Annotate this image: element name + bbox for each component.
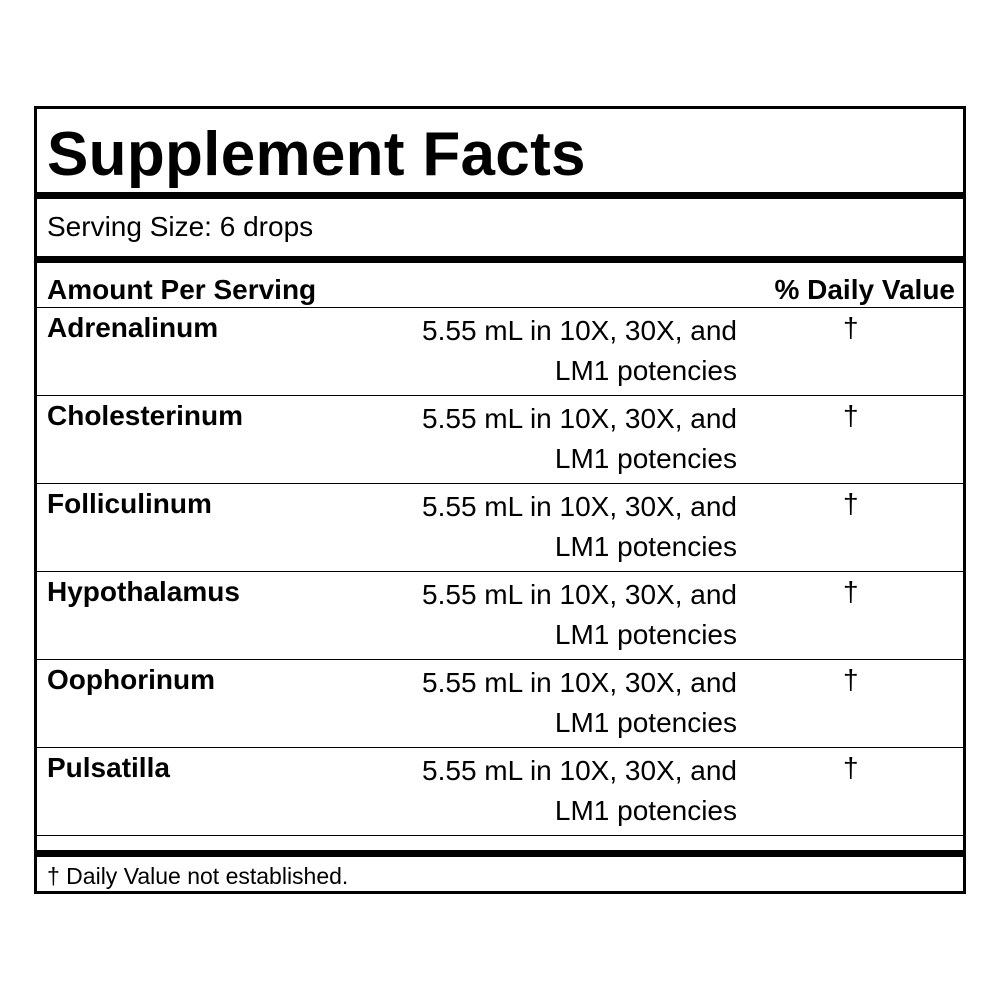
dagger-symbol: † bbox=[843, 664, 859, 695]
ingredient-row bbox=[37, 308, 963, 396]
thick-divider bbox=[37, 850, 963, 857]
thin-divider bbox=[37, 835, 963, 836]
amount-line: LM1 potencies bbox=[554, 795, 737, 826]
ingredient-amount bbox=[357, 575, 737, 655]
amount-line: LM1 potencies bbox=[554, 619, 737, 650]
ingredient-amount bbox=[357, 487, 737, 567]
amount-line: LM1 potencies bbox=[554, 355, 737, 386]
ingredient-row bbox=[37, 484, 963, 572]
ingredient-row bbox=[37, 660, 963, 748]
ingredient-amount bbox=[357, 399, 737, 479]
serving-size: Serving Size: 6 drops bbox=[47, 211, 314, 242]
supplement-facts-panel bbox=[34, 106, 966, 894]
footnote: † Daily Value not established. bbox=[47, 863, 349, 889]
amount-line: 5.55 mL in 10X, 30X, and bbox=[422, 403, 737, 434]
ingredient-row bbox=[37, 396, 963, 484]
dagger-symbol: † bbox=[843, 488, 859, 519]
amount-line: LM1 potencies bbox=[554, 443, 737, 474]
ingredient-name: Hypothalamus bbox=[47, 576, 240, 607]
daily-value-header: % Daily Value bbox=[774, 274, 955, 305]
dagger-symbol: † bbox=[843, 312, 859, 343]
ingredient-name: Adrenalinum bbox=[47, 312, 219, 343]
amount-line: 5.55 mL in 10X, 30X, and bbox=[422, 667, 737, 698]
ingredient-amount bbox=[357, 663, 737, 743]
ingredient-row bbox=[37, 572, 963, 660]
amount-line: 5.55 mL in 10X, 30X, and bbox=[422, 755, 737, 786]
ingredient-row bbox=[37, 748, 963, 836]
amount-line: LM1 potencies bbox=[554, 531, 737, 562]
amount-per-serving-header: Amount Per Serving bbox=[47, 274, 317, 305]
dagger-symbol: † bbox=[843, 400, 859, 431]
ingredient-name: Cholesterinum bbox=[47, 400, 244, 431]
ingredient-amount bbox=[357, 311, 737, 391]
ingredient-name: Oophorinum bbox=[47, 664, 215, 695]
panel-title: Supplement Facts bbox=[47, 120, 586, 189]
amount-line: 5.55 mL in 10X, 30X, and bbox=[422, 315, 737, 346]
ingredient-amount bbox=[357, 751, 737, 831]
amount-line: LM1 potencies bbox=[554, 707, 737, 738]
dagger-symbol: † bbox=[843, 752, 859, 783]
ingredient-name: Pulsatilla bbox=[47, 752, 170, 783]
amount-line: 5.55 mL in 10X, 30X, and bbox=[422, 579, 737, 610]
thick-divider bbox=[37, 256, 963, 263]
amount-line: 5.55 mL in 10X, 30X, and bbox=[422, 491, 737, 522]
thick-divider bbox=[37, 192, 963, 199]
dagger-symbol: † bbox=[843, 576, 859, 607]
ingredient-name: Folliculinum bbox=[47, 488, 212, 519]
